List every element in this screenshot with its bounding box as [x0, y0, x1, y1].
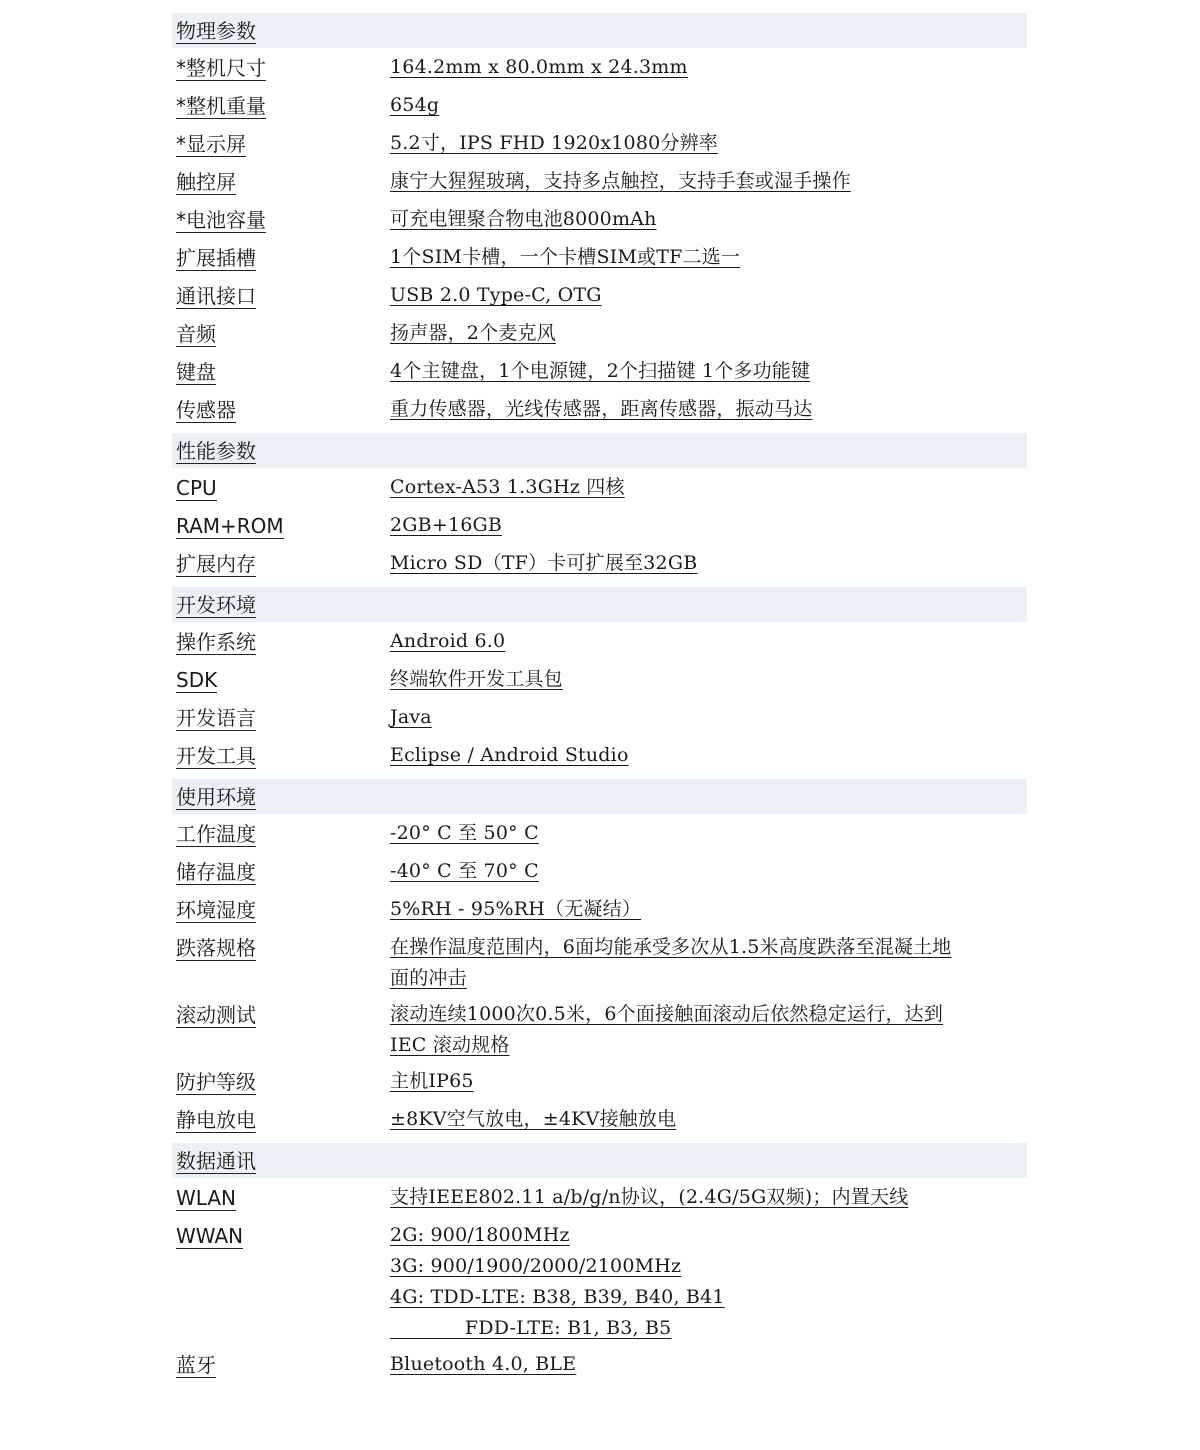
spec-value-line	[390, 932, 1027, 963]
spec-row	[172, 998, 1027, 1065]
spec-label	[172, 509, 390, 547]
spec-label-text: 储存温度	[176, 860, 256, 884]
spec-value-line	[390, 1313, 1027, 1344]
spec-label-text: 工作温度	[176, 822, 256, 846]
spec-label-text: RAM+ROM	[176, 514, 284, 538]
spec-label-text: *显示屏	[176, 132, 246, 156]
spec-value-text: 康宁大猩猩玻璃，支持多点触控，支持手套或湿手操作	[390, 170, 851, 192]
spec-label	[172, 203, 390, 241]
spec-label	[172, 739, 390, 777]
spec-row	[172, 739, 1027, 777]
spec-value	[390, 279, 1027, 317]
spec-value-line	[390, 1251, 1027, 1282]
spec-row	[172, 127, 1027, 165]
spec-row	[172, 931, 1027, 998]
spec-row	[172, 817, 1027, 855]
spec-row	[172, 509, 1027, 547]
spec-value-text: IEC 滚动规格	[390, 1034, 510, 1056]
spec-value-text: -20° C 至 50° C	[390, 822, 539, 844]
spec-label-text: WLAN	[176, 1186, 237, 1210]
spec-label-text: 防护等级	[176, 1070, 256, 1094]
spec-value-text: 面的冲击	[390, 967, 467, 989]
spec-label-text: 操作系统	[176, 630, 256, 654]
spec-value-text: FDD-LTE: B1, B3, B5	[390, 1317, 672, 1339]
spec-value-text: 4G: TDD-LTE: B38, B39, B40, B41	[390, 1286, 725, 1308]
spec-value-text: 在操作温度范围内，6面均能承受多次从1.5米高度跌落至混凝土地	[390, 936, 952, 958]
spec-label-text: *整机尺寸	[176, 56, 266, 80]
spec-row	[172, 701, 1027, 739]
spec-row	[172, 1065, 1027, 1103]
spec-label-text: 音频	[176, 322, 216, 346]
spec-row	[172, 165, 1027, 203]
spec-value-text: Eclipse / Android Studio	[390, 744, 629, 766]
spec-value	[390, 203, 1027, 241]
spec-label	[172, 89, 390, 127]
spec-value	[390, 663, 1027, 701]
spec-value-line	[390, 963, 1027, 994]
spec-label	[172, 893, 390, 931]
spec-value-text: 3G: 900/1900/2000/2100MHz	[390, 1255, 682, 1277]
spec-value-text: 5%RH - 95%RH（无凝结）	[390, 898, 642, 920]
spec-row	[172, 471, 1027, 509]
spec-value-text: 滚动连续1000次0.5米，6个面接触面滚动后依然稳定运行，达到	[390, 1003, 944, 1025]
spec-label	[172, 1065, 390, 1103]
spec-value-text: 主机IP65	[390, 1070, 474, 1092]
section-title: 使用环境	[176, 785, 256, 809]
section-header	[172, 1143, 1027, 1178]
section-title: 性能参数	[176, 439, 256, 463]
spec-value-text: 重力传感器，光线传感器，距离传感器，振动马达	[390, 398, 813, 420]
spec-row	[172, 51, 1027, 89]
spec-label	[172, 547, 390, 585]
spec-value	[390, 1103, 1027, 1141]
spec-label	[172, 1348, 390, 1386]
spec-value-text: 4个主键盘，1个电源键，2个扫描键 1个多功能键	[390, 360, 811, 382]
spec-value-text: 654g	[390, 94, 440, 116]
spec-value	[390, 127, 1027, 165]
spec-value-text: 支持IEEE802.11 a/b/g/n协议，(2.4G/5G双频)；内置天线	[390, 1186, 909, 1208]
spec-value	[390, 931, 1027, 998]
spec-label-text: 扩展内存	[176, 552, 256, 576]
spec-label	[172, 127, 390, 165]
spec-label-text: *整机重量	[176, 94, 266, 118]
spec-value-text: 5.2寸，IPS FHD 1920x1080分辨率	[390, 132, 719, 154]
section-title: 物理参数	[176, 19, 256, 43]
spec-value	[390, 547, 1027, 585]
spec-value-text: 扬声器，2个麦克风	[390, 322, 556, 344]
spec-row	[172, 279, 1027, 317]
spec-label	[172, 855, 390, 893]
spec-value	[390, 1065, 1027, 1103]
spec-row	[172, 393, 1027, 431]
spec-value-text: 1个SIM卡槽，一个卡槽SIM或TF二选一	[390, 246, 741, 268]
spec-row	[172, 893, 1027, 931]
spec-value-text: Micro SD（TF）卡可扩展至32GB	[390, 552, 698, 574]
spec-label	[172, 51, 390, 89]
spec-row	[172, 1103, 1027, 1141]
section-header	[172, 587, 1027, 622]
spec-label	[172, 241, 390, 279]
spec-value	[390, 893, 1027, 931]
spec-label	[172, 1103, 390, 1141]
spec-row	[172, 547, 1027, 585]
spec-value-text: Java	[390, 706, 432, 728]
spec-label-text: 扩展插槽	[176, 246, 256, 270]
spec-value-text: 164.2mm x 80.0mm x 24.3mm	[390, 56, 688, 78]
spec-value	[390, 625, 1027, 663]
spec-label	[172, 998, 390, 1065]
spec-label-text: 键盘	[176, 360, 216, 384]
spec-value-text: USB 2.0 Type-C, OTG	[390, 284, 602, 306]
spec-value	[390, 855, 1027, 893]
spec-label-text: 通讯接口	[176, 284, 256, 308]
spec-value	[390, 317, 1027, 355]
section-header	[172, 13, 1027, 48]
spec-label-text: *电池容量	[176, 208, 266, 232]
spec-value	[390, 393, 1027, 431]
section-header	[172, 779, 1027, 814]
spec-row	[172, 355, 1027, 393]
spec-row	[172, 1181, 1027, 1219]
spec-value	[390, 51, 1027, 89]
spec-value	[390, 165, 1027, 203]
spec-label-text: 开发工具	[176, 744, 256, 768]
spec-label	[172, 317, 390, 355]
spec-label	[172, 355, 390, 393]
spec-row	[172, 663, 1027, 701]
spec-value-text: Bluetooth 4.0, BLE	[390, 1353, 577, 1375]
spec-value	[390, 89, 1027, 127]
spec-label	[172, 663, 390, 701]
spec-row	[172, 203, 1027, 241]
spec-value	[390, 701, 1027, 739]
section-title: 数据通讯	[176, 1149, 256, 1173]
spec-value-text: -40° C 至 70° C	[390, 860, 539, 882]
spec-label-text: 蓝牙	[176, 1353, 216, 1377]
spec-label	[172, 625, 390, 663]
spec-label	[172, 165, 390, 203]
spec-label-text: 静电放电	[176, 1108, 256, 1132]
spec-label	[172, 393, 390, 431]
spec-value	[390, 998, 1027, 1065]
spec-row	[172, 1219, 1027, 1348]
section-header	[172, 433, 1027, 468]
spec-label-text: CPU	[176, 476, 217, 500]
spec-value-line	[390, 1282, 1027, 1313]
spec-value-text: 可充电锂聚合物电池8000mAh	[390, 208, 657, 230]
spec-value-text: 终端软件开发工具包	[390, 668, 563, 690]
spec-sheet	[172, 13, 1027, 1388]
spec-row	[172, 625, 1027, 663]
spec-label	[172, 1219, 390, 1348]
spec-label	[172, 817, 390, 855]
spec-label	[172, 471, 390, 509]
spec-value-text: ±8KV空气放电，±4KV接触放电	[390, 1108, 677, 1130]
spec-value-text: 2G: 900/1800MHz	[390, 1224, 570, 1246]
spec-value-line	[390, 999, 1027, 1030]
spec-label-text: WWAN	[176, 1224, 244, 1248]
spec-label	[172, 1181, 390, 1219]
spec-value	[390, 739, 1027, 777]
spec-row	[172, 855, 1027, 893]
spec-label	[172, 701, 390, 739]
spec-value	[390, 471, 1027, 509]
spec-value	[390, 1348, 1027, 1386]
spec-row	[172, 1348, 1027, 1386]
spec-value-text: Cortex-A53 1.3GHz 四核	[390, 476, 625, 498]
spec-label	[172, 279, 390, 317]
spec-label-text: 滚动测试	[176, 1003, 256, 1027]
spec-label-text: 触控屏	[176, 170, 236, 194]
spec-row	[172, 241, 1027, 279]
section-title: 开发环境	[176, 593, 256, 617]
spec-row	[172, 317, 1027, 355]
spec-value	[390, 817, 1027, 855]
spec-value	[390, 241, 1027, 279]
spec-value-text: 2GB+16GB	[390, 514, 503, 536]
spec-value	[390, 355, 1027, 393]
spec-value	[390, 1181, 1027, 1219]
spec-value	[390, 1219, 1027, 1348]
spec-value-line	[390, 1030, 1027, 1061]
spec-label-text: 开发语言	[176, 706, 256, 730]
spec-label-text: 传感器	[176, 398, 236, 422]
spec-row	[172, 89, 1027, 127]
spec-value	[390, 509, 1027, 547]
spec-label-text: SDK	[176, 668, 218, 692]
spec-label-text: 环境湿度	[176, 898, 256, 922]
spec-value-text: Android 6.0	[390, 630, 506, 652]
spec-label-text: 跌落规格	[176, 936, 256, 960]
spec-label	[172, 931, 390, 998]
spec-value-line	[390, 1220, 1027, 1251]
